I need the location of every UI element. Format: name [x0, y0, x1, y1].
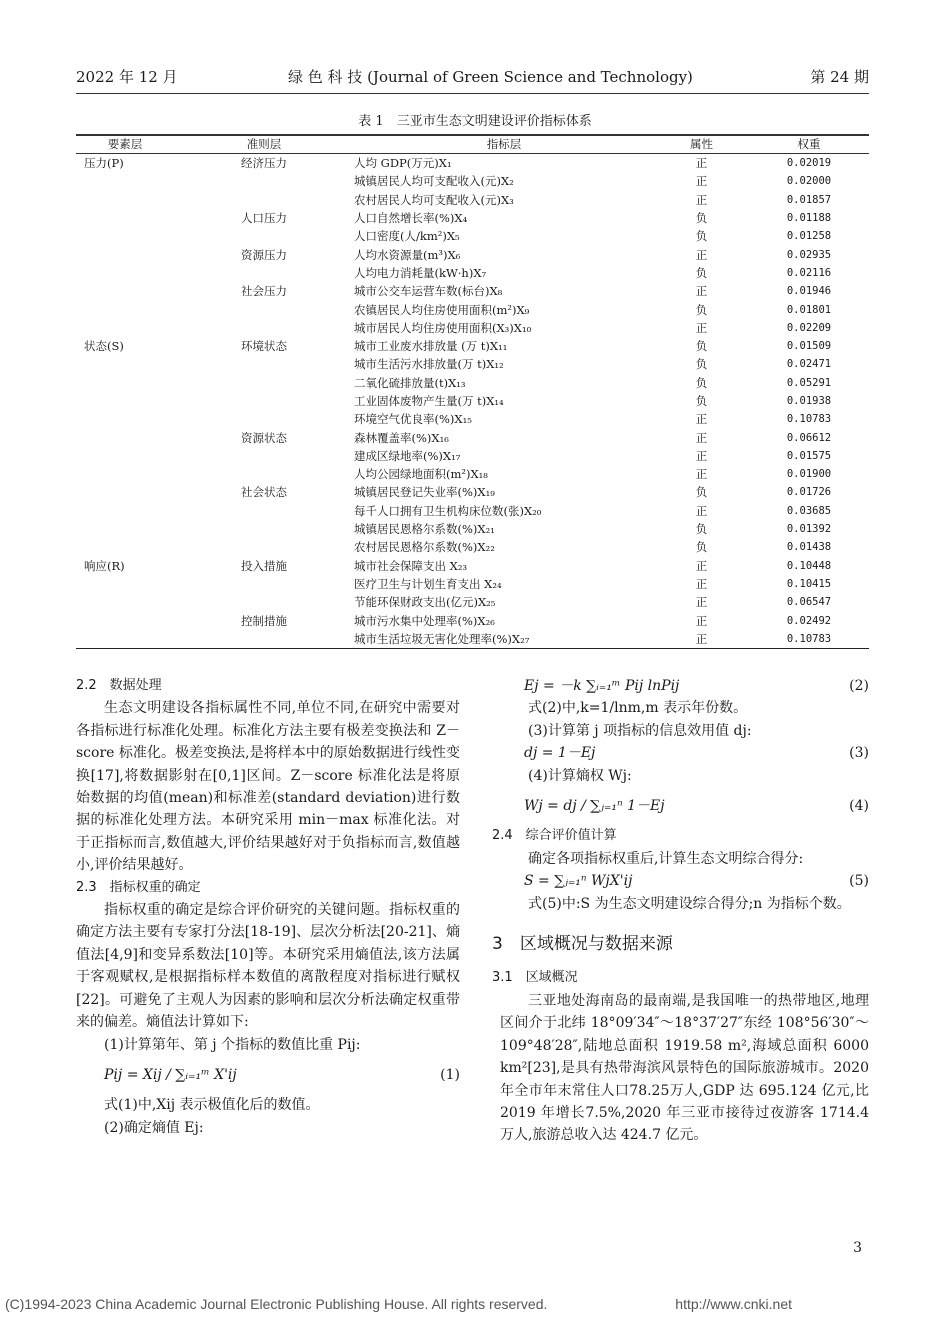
- element-layer-cell: 响应(R): [84, 558, 125, 573]
- attribute-cell: 正: [695, 284, 708, 299]
- weight-cell: 0.01392: [786, 523, 832, 536]
- indicator-cell: 环境空气优良率(%)X₁₅: [354, 412, 472, 427]
- element-layer-cell: [76, 502, 174, 520]
- weight-cell: 0.02019: [786, 157, 832, 170]
- table-row: [76, 410, 869, 428]
- header-journal: 绿 色 科 技 (Journal of Green Science and Technology): [288, 68, 693, 86]
- table-row: [76, 355, 869, 373]
- element-layer-cell: [76, 611, 174, 629]
- weight-cell: 0.06612: [786, 431, 832, 444]
- attribute-cell: 负: [695, 394, 708, 408]
- attribute-cell: 正: [695, 503, 708, 518]
- indicator-cell: 农镇居民人均住房使用面积(m²)X₉: [354, 302, 530, 317]
- section-3-title: 3 区域概况与数据来源: [492, 934, 673, 955]
- weight-cell: 0.01188: [786, 212, 832, 225]
- criterion-layer-cell: [174, 264, 354, 282]
- attribute-cell: 正: [695, 320, 708, 335]
- indicator-cell: 城市工业废水排放量 (万 t)X₁₁: [354, 339, 508, 354]
- table-row: [76, 428, 869, 446]
- indicator-cell: 城镇居民恩格尔系数(%)X₂₁: [354, 522, 495, 537]
- criterion-layer-cell: 社会压力: [241, 284, 287, 299]
- criterion-layer-cell: [174, 447, 354, 465]
- criterion-layer-cell: [174, 630, 354, 649]
- criterion-layer-cell: [174, 410, 354, 428]
- weight-cell: 0.03685: [786, 504, 832, 517]
- equation-1-number: (1): [440, 1066, 460, 1083]
- weight-cell: 0.10783: [786, 413, 832, 426]
- attribute-cell: 负: [695, 229, 708, 244]
- weight-cell: 0.10783: [749, 630, 869, 649]
- table-row: [76, 483, 869, 501]
- table-row: [76, 392, 869, 410]
- section-2-2-title: 2.2 数据处理: [76, 678, 162, 693]
- weight-cell: 0.01438: [786, 541, 832, 554]
- equation-5-number: (5): [849, 873, 869, 890]
- table-row: [76, 154, 869, 173]
- equation-4: [500, 787, 869, 825]
- criterion-layer-cell: [174, 575, 354, 593]
- step-3: (3)计算第 j 项指标的信息效用值 dj:: [528, 722, 752, 739]
- step-4: (4)计算熵权 Wj:: [528, 767, 632, 784]
- indicator-cell: 农村居民恩格尔系数(%)X₂₂: [354, 540, 495, 555]
- attribute-cell: 负: [695, 485, 708, 500]
- criterion-layer-cell: [174, 355, 354, 373]
- criterion-layer-cell: 投入措施: [241, 558, 287, 573]
- attribute-cell: 负: [695, 357, 708, 372]
- attribute-cell: 正: [695, 430, 708, 445]
- criterion-layer-cell: [174, 520, 354, 538]
- indicator-cell: 城市居民人均住房使用面积(X₃)X₁₀: [354, 320, 532, 335]
- attribute-cell: 正: [654, 630, 749, 649]
- equation-5: [500, 870, 869, 892]
- table-row: [76, 264, 869, 282]
- table-row: [76, 611, 869, 629]
- element-layer-cell: [76, 465, 174, 483]
- weight-cell: 0.01258: [786, 230, 832, 243]
- table-row: [76, 557, 869, 575]
- weight-cell: 0.10415: [786, 577, 832, 590]
- table-row: [76, 465, 869, 483]
- criterion-layer-cell: 经济压力: [241, 156, 287, 171]
- indicator-table: [76, 135, 869, 649]
- element-layer-cell: 状态(S): [84, 339, 124, 354]
- element-layer-cell: [76, 593, 174, 611]
- indicator-cell: 城镇居民登记失业率(%)X₁₉: [354, 485, 495, 500]
- section-2-3-paragraph: 指标权重的确定是综合评价研究的关键问题。指标权重的确定方法主要有专家打分法[18-19]、层次分析法[20-21]、熵值法[4,9]和变异系数法[10]等。本研究采用熵值法,该方法属于客观赋权,是根据指标样本数值的离散程度对指标进行赋权[22]。可避免了主观人为因素的影响和层次分析法确定权重带来的偏差。熵值法计算如下:: [76, 902, 460, 1031]
- criterion-layer-cell: [174, 392, 354, 410]
- table-row: [76, 245, 869, 263]
- equation-1: [76, 1056, 460, 1094]
- weight-cell: 0.06547: [786, 596, 832, 609]
- element-layer-cell: [76, 319, 174, 337]
- table-header-row: [76, 135, 869, 154]
- th-indicator-layer: 指标层: [354, 135, 654, 154]
- element-layer-cell: [76, 245, 174, 263]
- element-layer-cell: [76, 410, 174, 428]
- equation-2: [500, 675, 869, 697]
- equation-3-body: dj = 1－Ej: [524, 745, 596, 762]
- section-3-1-title: 3.1 区域概况: [492, 970, 578, 986]
- equation-2-number: (2): [849, 678, 869, 694]
- indicator-cell: 人均 GDP(万元)X₁: [354, 156, 452, 171]
- weight-cell: 0.01509: [786, 340, 832, 353]
- section-2-4-paragraph: 确定各项指标权重后,计算生态文明综合得分:: [528, 850, 804, 867]
- indicator-cell: 人均水资源量(m³)X₆: [354, 247, 461, 262]
- criterion-layer-cell: [174, 374, 354, 392]
- attribute-cell: 负: [695, 339, 708, 354]
- indicator-cell: 城市污水集中处理率(%)X₂₆: [354, 613, 495, 628]
- element-layer-cell: [76, 209, 174, 227]
- criterion-layer-cell: [174, 319, 354, 337]
- indicator-cell: 城市公交车运营车数(标台)X₈: [354, 284, 503, 299]
- element-layer-cell: [76, 428, 174, 446]
- equation-4-number: (4): [849, 798, 869, 815]
- indicator-cell: 人均公园绿地面积(m²)X₁₈: [354, 467, 488, 482]
- attribute-cell: 负: [695, 211, 708, 226]
- weight-cell: 0.02471: [786, 358, 832, 371]
- section-2-4-title: 2.4 综合评价值计算: [492, 828, 617, 844]
- left-column: [76, 675, 460, 1139]
- indicator-cell: 建成区绿地率(%)X₁₇: [354, 448, 461, 463]
- indicator-cell: 城市社会保障支出 X₂₃: [354, 558, 468, 573]
- attribute-cell: 正: [695, 192, 708, 207]
- criterion-layer-cell: [174, 465, 354, 483]
- th-element-layer: 要素层: [76, 135, 174, 154]
- attribute-cell: 正: [695, 174, 708, 189]
- equation-4-body: Wj = dj / ∑ⱼ₌₁ⁿ 1－Ej: [524, 798, 665, 815]
- equation-2-body: Ej = －k ∑ᵢ₌₁ᵐ Pij lnPij: [524, 678, 680, 694]
- indicator-cell: 森林覆盖率(%)X₁₆: [354, 430, 449, 445]
- criterion-layer-cell: 资源状态: [241, 430, 287, 445]
- section-3-1-paragraph: 三亚地处海南岛的最南端,是我国唯一的热带地区,地理区间介于北纬 18°09′34″～18°37′27″东经 108°56′30″～109°48′28″,陆地总面积 1919.58 m²,海域总面积 6000 km²[23],是具有热带海滨风景特色的国际旅游城市。2020 年全市年末常住人口78.25万人,GDP 达 695.124 亿元,比 2019 年增长7.5%,2020 年三亚市接待过夜游客 1714.4 万人,旅游总收入达 424.7 亿元。: [500, 992, 869, 1144]
- criterion-layer-cell: 社会状态: [241, 485, 287, 500]
- weight-cell: 0.05291: [786, 376, 832, 389]
- equation-5-body: S = ∑ⱼ₌₁ⁿ WjX'ij: [524, 873, 633, 890]
- equation-1-note: 式(1)中,Xij 表示极值化后的数值。: [104, 1097, 320, 1114]
- table-row: [76, 227, 869, 245]
- attribute-cell: 正: [695, 247, 708, 262]
- element-layer-cell: [76, 575, 174, 593]
- element-layer-cell: [76, 392, 174, 410]
- weight-cell: 0.01938: [786, 395, 832, 407]
- element-layer-cell: [76, 538, 174, 556]
- criterion-layer-cell: [174, 300, 354, 318]
- criterion-layer-cell: 环境状态: [241, 339, 287, 354]
- element-layer-cell: [76, 355, 174, 373]
- footer-url[interactable]: http://www.cnki.net: [675, 1296, 792, 1312]
- indicator-cell: 每千人口拥有卫生机构床位数(张)X₂₀: [354, 503, 542, 518]
- criterion-layer-cell: 资源压力: [241, 247, 287, 262]
- th-attribute: 属性: [654, 135, 749, 154]
- table-row: [76, 191, 869, 209]
- attribute-cell: 正: [695, 412, 708, 427]
- weight-cell: 0.01857: [786, 193, 832, 206]
- section-2-3-title: 2.3 指标权重的确定: [76, 879, 201, 895]
- weight-cell: 0.01726: [786, 486, 832, 499]
- attribute-cell: 正: [695, 448, 708, 463]
- criterion-layer-cell: 控制措施: [241, 613, 287, 628]
- criterion-layer-cell: [174, 227, 354, 245]
- element-layer-cell: [76, 227, 174, 245]
- header-issue: 第 24 期: [810, 68, 869, 86]
- element-layer-cell: [76, 483, 174, 501]
- attribute-cell: 正: [695, 156, 708, 171]
- weight-cell: 0.10448: [786, 559, 832, 572]
- equation-5-note: 式(5)中:S 为生态文明建设综合得分;n 为指标个数。: [528, 895, 851, 912]
- element-layer-cell: [76, 520, 174, 538]
- criterion-layer-cell: [174, 538, 354, 556]
- table-row: [76, 447, 869, 465]
- element-layer-cell: [76, 264, 174, 282]
- attribute-cell: 正: [695, 467, 708, 482]
- criterion-layer-cell: [174, 191, 354, 209]
- table-row: [76, 520, 869, 538]
- equation-3-number: (3): [849, 745, 869, 762]
- element-layer-cell: [76, 374, 174, 392]
- th-weight: 权重: [749, 135, 869, 154]
- table-row: [76, 575, 869, 593]
- table-row: [76, 374, 869, 392]
- weight-cell: 0.02000: [786, 175, 832, 188]
- page-number: 3: [853, 1240, 862, 1256]
- criterion-layer-cell: [174, 502, 354, 520]
- indicator-cell: 节能环保财政支出(亿元)X₂₅: [354, 595, 496, 610]
- th-criterion-layer: 准则层: [174, 135, 354, 154]
- attribute-cell: 负: [695, 302, 708, 317]
- indicator-cell: 农村居民人均可支配收入(元)X₃: [354, 192, 514, 207]
- footer-copyright: (C)1994-2023 China Academic Journal Electronic Publishing House. All rights reserved.: [5, 1296, 548, 1312]
- element-layer-cell: [76, 300, 174, 318]
- weight-cell: 0.01801: [786, 303, 832, 316]
- indicator-cell: 城市生活垃圾无害化处理率(%)X₂₇: [354, 630, 654, 649]
- indicator-cell: 城市生活污水排放量(万 t)X₁₂: [354, 357, 504, 372]
- criterion-layer-cell: 人口压力: [241, 211, 287, 226]
- table-row: [76, 300, 869, 318]
- indicator-cell: 人口密度(人/km²)X₅: [354, 229, 460, 244]
- table-row: [76, 593, 869, 611]
- header-rule: [76, 93, 869, 94]
- header-date: 2022 年 12 月: [76, 68, 178, 86]
- table-row: [76, 502, 869, 520]
- criterion-layer-cell: [174, 593, 354, 611]
- attribute-cell: 负: [695, 540, 708, 555]
- criterion-layer-cell: [174, 172, 354, 190]
- table-row: [76, 172, 869, 190]
- table-row: [76, 282, 869, 300]
- weight-cell: 0.02935: [786, 248, 832, 261]
- step-2: (2)确定熵值 Ej:: [104, 1119, 204, 1136]
- element-layer-cell: [76, 191, 174, 209]
- section-2-2-paragraph: 生态文明建设各指标属性不同,单位不同,在研究中需要对各指标进行标准化处理。标准化方法主要有极差变换法和 Z－score 标准化。极差变换法,是将样本中的原始数据进行线性变换[17],将数据影射在[0,1]区间。Z－score 标准化法是将原始数据的均值(mean)和标准差(standard deviation)进行数据的标准化处理方法。本研究采用 min－max 标准化法。对于正指标而言,数值越大,评价结果越好对于负指标而言,数值越小,评价结果越好。: [76, 700, 460, 874]
- equation-1-body: Pij = Xij / ∑ᵢ₌₁ᵐ X'ij: [104, 1066, 237, 1083]
- weight-cell: 0.02492: [786, 614, 832, 627]
- indicator-cell: 城镇居民人均可支配收入(元)X₂: [354, 174, 514, 189]
- weight-cell: 0.01575: [786, 449, 832, 462]
- table-row: [76, 538, 869, 556]
- table-row: [76, 209, 869, 227]
- table-caption: 表 1 三亚市生态文明建设评价指标体系: [358, 114, 592, 129]
- weight-cell: 0.02209: [786, 321, 832, 334]
- weight-cell: 0.02116: [786, 266, 832, 279]
- element-layer-cell: [76, 630, 174, 649]
- attribute-cell: 负: [695, 265, 708, 280]
- table-row: [76, 319, 869, 337]
- indicator-cell: 人均电力消耗量(kW·h)X₇: [354, 265, 487, 280]
- attribute-cell: 正: [695, 613, 708, 628]
- weight-cell: 0.01946: [786, 285, 832, 298]
- element-layer-cell: [76, 172, 174, 190]
- attribute-cell: 正: [695, 576, 708, 591]
- element-layer-cell: 压力(P): [84, 156, 124, 171]
- step-1: (1)计算第年、第 j 个指标的数值比重 Pij:: [104, 1036, 361, 1053]
- indicator-cell: 工业固体废物产生量(万 t)X₁₄: [354, 394, 504, 408]
- element-layer-cell: [76, 447, 174, 465]
- indicator-cell: 医疗卫生与计划生育支出 X₂₄: [354, 576, 502, 591]
- table-row: [76, 337, 869, 355]
- attribute-cell: 正: [695, 558, 708, 573]
- attribute-cell: 负: [695, 522, 708, 537]
- table-row: [76, 630, 869, 649]
- element-layer-cell: [76, 282, 174, 300]
- weight-cell: 0.01900: [786, 468, 832, 481]
- right-column: [492, 675, 869, 1147]
- attribute-cell: 正: [695, 595, 708, 610]
- attribute-cell: 负: [695, 375, 708, 390]
- equation-3: [500, 742, 869, 764]
- equation-2-note: 式(2)中,k=1/lnm,m 表示年份数。: [528, 700, 748, 717]
- indicator-cell: 人口自然增长率(%)X₄: [354, 211, 468, 226]
- indicator-cell: 二氧化硫排放量(t)X₁₃: [354, 375, 466, 390]
